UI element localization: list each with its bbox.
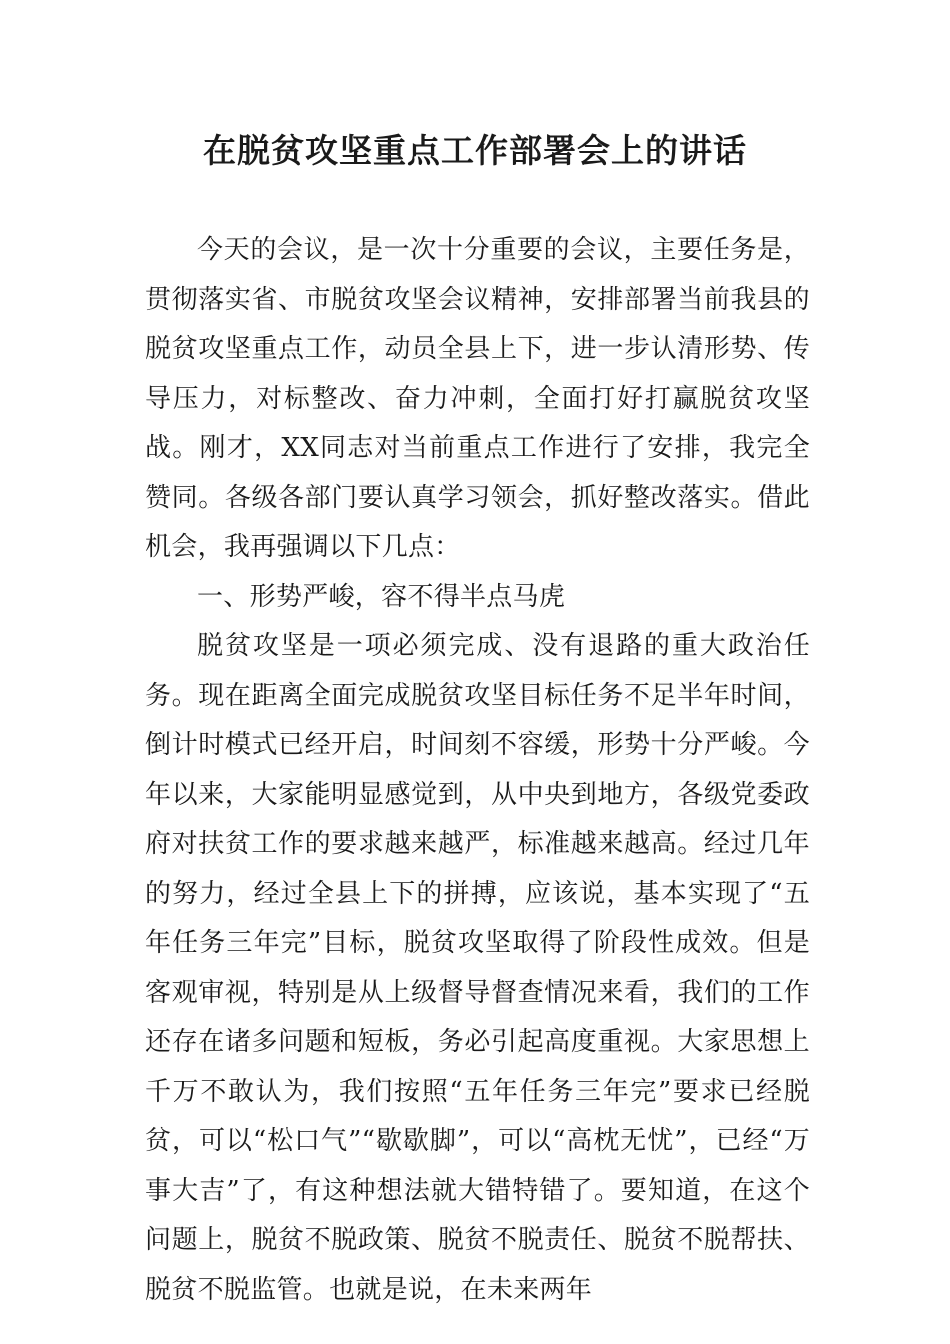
document-title: 在脱贫攻坚重点工作部署会上的讲话	[203, 131, 747, 170]
section-heading-1: 一、形势严峻，容不得半点马虎	[197, 581, 566, 612]
paragraph-intro: 今天的会议，是一次十分重要的会议，主要任务是，贯彻落实省、市脱贫攻坚会议精神，安排部署当前我县的脱贫攻坚重点工作，动员全县上下，进一步认清形势、传导压力，对标整改、奋力冲刺，全面打好打赢脱贫攻坚战。刚才，XX同志对当前重点工作进行了安排，我完全赞同。各级各部门要认真学习领会，抓好整改落实。借此机会，我再强调以下几点：	[145, 235, 810, 562]
document-body	[145, 226, 810, 1315]
paragraph-section-1: 脱贫攻坚是一项必须完成、没有退路的重大政治任务。现在距离全面完成脱贫攻坚目标任务不足半年时间，倒计时模式已经开启，时间刻不容缓，形势十分严峻。今年以来，大家能明显感觉到，从中央到地方，各级党委政府对扶贫工作的要求越来越严，标准越来越高。经过几年的努力，经过全县上下的拼搏，应该说，基本实现了“五年任务三年完”目标，脱贫攻坚取得了阶段性成效。但是客观审视，特别是从上级督导督查情况来看，我们的工作还存在诸多问题和短板，务必引起高度重视。大家思想上千万不敢认为，我们按照“五年任务三年完”要求已经脱贫，可以“松口气”“歇歇脚”，可以“高枕无忧”，已经“万事大吉”了，有这种想法就大错特错了。要知道，在这个问题上，脱贫不脱政策、脱贫不脱责任、脱贫不脱帮扶、脱贫不脱监管。也就是说，在未来两年	[145, 631, 810, 1305]
